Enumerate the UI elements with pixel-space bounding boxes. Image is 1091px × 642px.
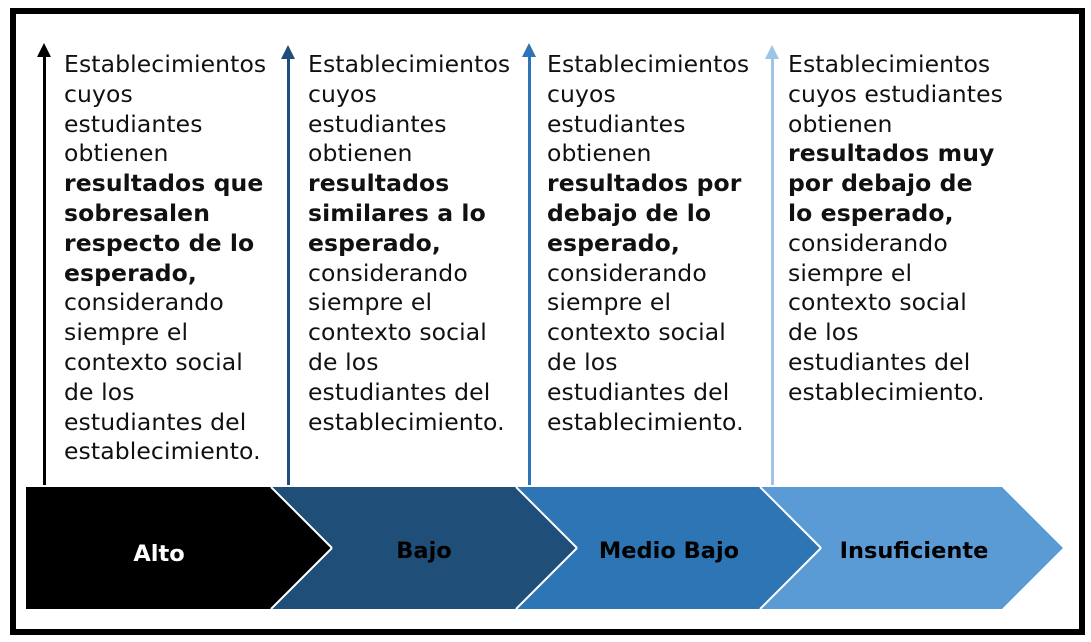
level-chevron-band (26, 487, 1066, 609)
level-label-alto: Alto (133, 541, 185, 567)
description-emphasis: resultados muy por debajo de lo esperado, (788, 139, 995, 227)
description-outro: considerando siempre el contexto social de los estudiantes del establecimiento. (308, 258, 505, 436)
arrow-insuficiente-line (771, 57, 774, 485)
arrow-alto-line (43, 55, 46, 485)
description-alto (64, 50, 276, 467)
level-label-medio-bajo: Medio Bajo (598, 538, 740, 564)
description-insuficiente (788, 50, 1003, 408)
description-intro: Establecimientos cuyos estudiantes obtienen (308, 50, 511, 168)
level-label-bajo: Bajo (396, 538, 452, 564)
arrow-bajo-line (287, 57, 290, 485)
description-emphasis: resultados por debajo de lo esperado, (547, 169, 742, 257)
arrow-medio-bajo-line (528, 55, 531, 485)
description-intro: Establecimientos cuyos estudiantes obtienen (547, 50, 750, 168)
description-emphasis: resultados que sobresalen respecto de lo esperado, (64, 169, 264, 287)
description-outro: considerando siempre el contexto social de los estudiantes del establecimiento. (788, 228, 985, 406)
description-bajo (308, 50, 520, 437)
description-outro: considerando siempre el contexto social de los estudiantes del establecimiento. (547, 258, 744, 436)
description-medio-bajo (547, 50, 759, 437)
description-emphasis: resultados similares a lo esperado, (308, 169, 486, 257)
description-intro: Establecimientos cuyos estudiantes obtienen (788, 50, 1003, 138)
description-outro: considerando siempre el contexto social de los estudiantes del establecimiento. (64, 288, 261, 466)
level-label-insuficiente: Insuficiente (839, 538, 989, 564)
description-intro: Establecimientos cuyos estudiantes obtienen (64, 50, 267, 168)
